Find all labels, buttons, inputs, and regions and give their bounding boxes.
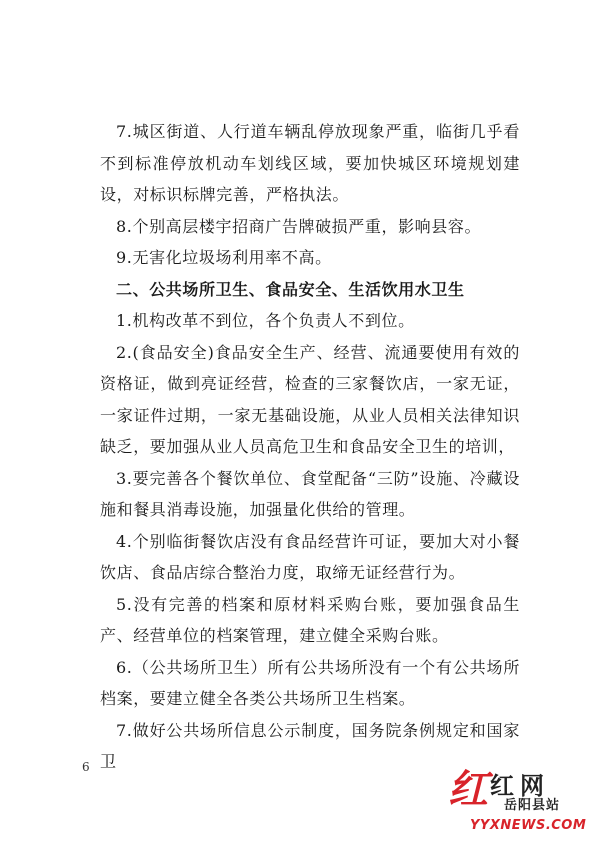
paragraph: 2.(食品安全)食品安全生产、经营、流通要使用有效的资格证，做到亮证经营，检查的三家餐饮店，一家无证，一家证件过期，一家无基础设施，从业人员相关法律知识缺乏，要加强从业人员高危卫生和食品安全卫生的培训， [100, 342, 520, 456]
paragraph: 1.机构改革不到位，各个负责人不到位。 [116, 311, 415, 330]
logo-station: 岳阳县站 [504, 798, 561, 813]
logo-name: 红网 [490, 772, 550, 800]
paragraph: 3.要完善各个餐饮单位、食堂配备“三防”设施、冷藏设施和餐具消毒设施，加强量化供给的管理。 [100, 468, 520, 519]
document-body [100, 116, 520, 778]
paragraph: 7.城区街道、人行道车辆乱停放现象严重，临街几乎看不到标准停放机动车划线区域，要加快城区环境规划建设，对标识标牌完善，严格执法。 [100, 122, 520, 204]
paragraph: 8.个别高层楼宇招商广告牌破损严重，影响县容。 [116, 216, 482, 236]
logo-url: YYXNEWS.COM [470, 818, 587, 833]
watermark-logo [446, 768, 596, 840]
paragraph: 7.做好公共场所信息公示制度，国务院条例规定和国家卫 [100, 720, 520, 771]
logo-mark-icon: 红 [448, 767, 488, 813]
paragraph: 6.（公共场所卫生）所有公共场所没有一个有公共场所档案，要建立健全各类公共场所卫生档案。 [100, 657, 520, 708]
paragraph: 5.没有完善的档案和原材料采购台账，要加强食品生产、经营单位的档案管理，建立健全采购台账。 [100, 594, 520, 645]
paragraph: 9.无害化垃圾场利用率不高。 [116, 248, 332, 267]
section-heading: 二、公共场所卫生、食品安全、生活饮用水卫生 [116, 279, 465, 299]
paragraph: 4.个别临街餐饮店没有食品经营许可证，要加大对小餐饮店、食品店综合整治力度，取缔无证经营行为。 [100, 531, 520, 582]
page-number: 6 [82, 760, 90, 774]
